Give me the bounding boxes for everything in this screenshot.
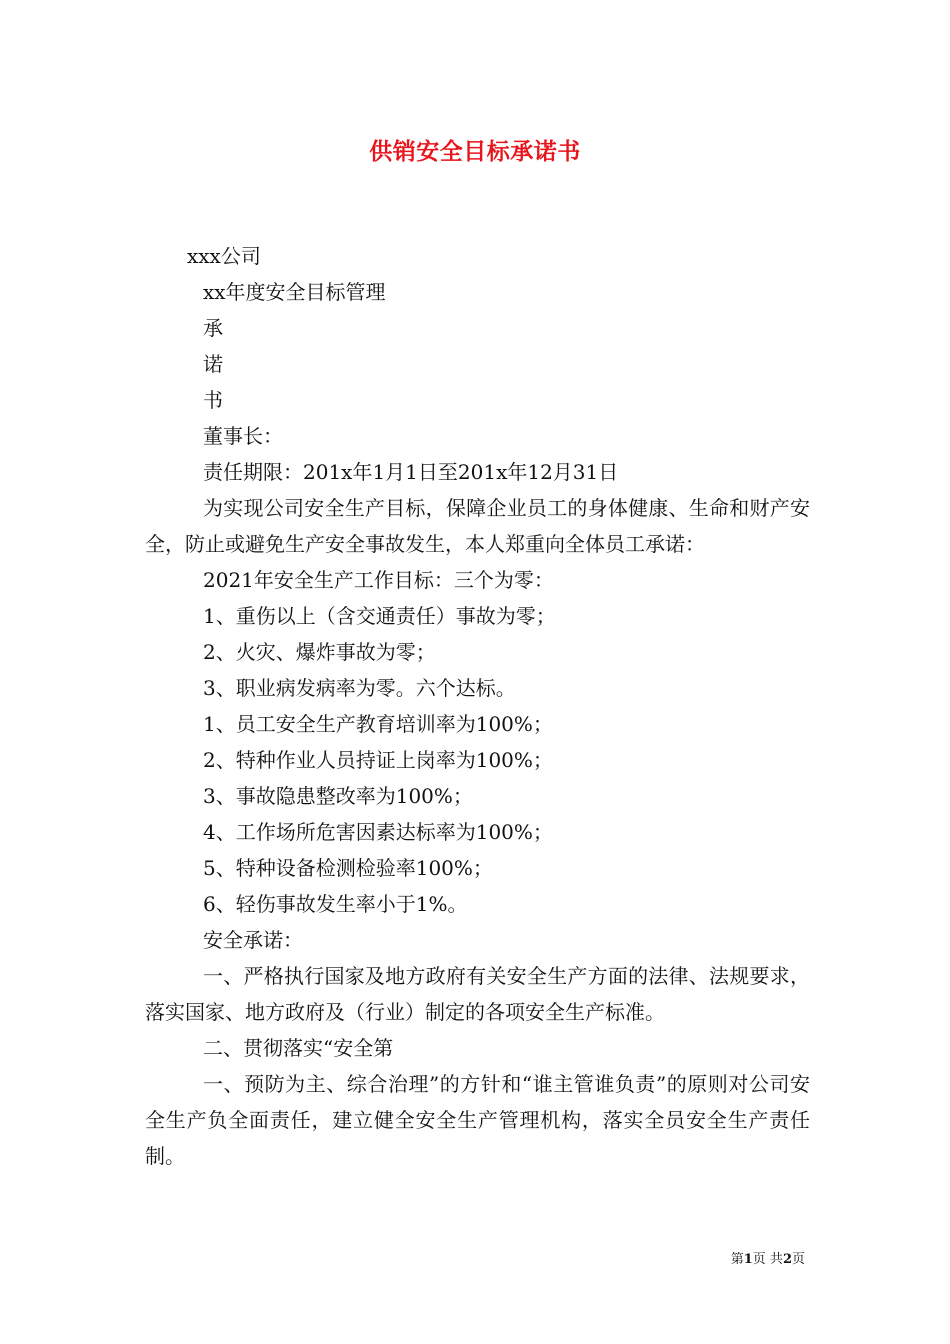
- company-line: xxx公司: [187, 244, 261, 268]
- footer-total-pages: 2: [782, 1252, 792, 1267]
- document-title: 供销安全目标承诺书: [369, 138, 581, 165]
- intro-paragraph: 为实现公司安全生产目标，保障企业员工的身体健康、生命和财产安全，防止或避免生产安全事故发生，本人郑重向全体员工承诺：: [145, 496, 810, 556]
- commitment-paragraph: 一、预防为主、综合治理”的方针和“谁主管谁负责”的原则对公司安全生产负全面责任，建立健全安全生产管理机构，落实全员安全生产责任制。: [145, 1072, 810, 1168]
- title-char-nuo: 诺: [203, 352, 223, 376]
- footer-middle: 页 共: [752, 1252, 783, 1267]
- footer-prefix: 第: [730, 1252, 744, 1267]
- target-item: 5、特种设备检测检验率100%；: [203, 856, 493, 880]
- title-char-cheng: 承: [203, 316, 223, 340]
- year-title-line: xx年度安全目标管理: [203, 280, 386, 304]
- target-item: 4、工作场所危害因素达标率为100%；: [203, 820, 553, 844]
- document-body: [145, 238, 810, 1174]
- commitment-line: 二、贯彻落实“安全第: [203, 1036, 394, 1060]
- commitment-paragraph: 一、严格执行国家及地方政府有关安全生产方面的法律、法规要求，落实国家、地方政府及（行业）制定的各项安全生产标准。: [145, 964, 810, 1024]
- goal-item: 1、重伤以上（含交通责任）事故为零；: [203, 604, 556, 628]
- target-item: 2、特种作业人员持证上岗率为100%；: [203, 748, 553, 772]
- page-footer: [731, 1248, 805, 1267]
- term-line: 责任期限：201x年1月1日至201x年12月31日: [203, 460, 619, 484]
- footer-page-number: 1: [743, 1252, 753, 1267]
- target-item: 1、员工安全生产教育培训率为100%；: [203, 712, 553, 736]
- goal-item: 3、职业病发病率为零。六个达标。: [203, 676, 516, 700]
- chairman-line: 董事长：: [203, 424, 283, 448]
- footer-suffix: 页: [791, 1252, 805, 1267]
- target-item: 6、轻伤事故发生率小于1%。: [203, 892, 468, 916]
- commitment-heading: 安全承诺：: [203, 928, 303, 952]
- target-item: 3、事故隐患整改率为100%；: [203, 784, 473, 808]
- title-char-shu: 书: [203, 388, 223, 412]
- goal-item: 2、火灾、爆炸事故为零；: [203, 640, 436, 664]
- goal-heading: 2021年安全生产工作目标：三个为零：: [203, 568, 554, 592]
